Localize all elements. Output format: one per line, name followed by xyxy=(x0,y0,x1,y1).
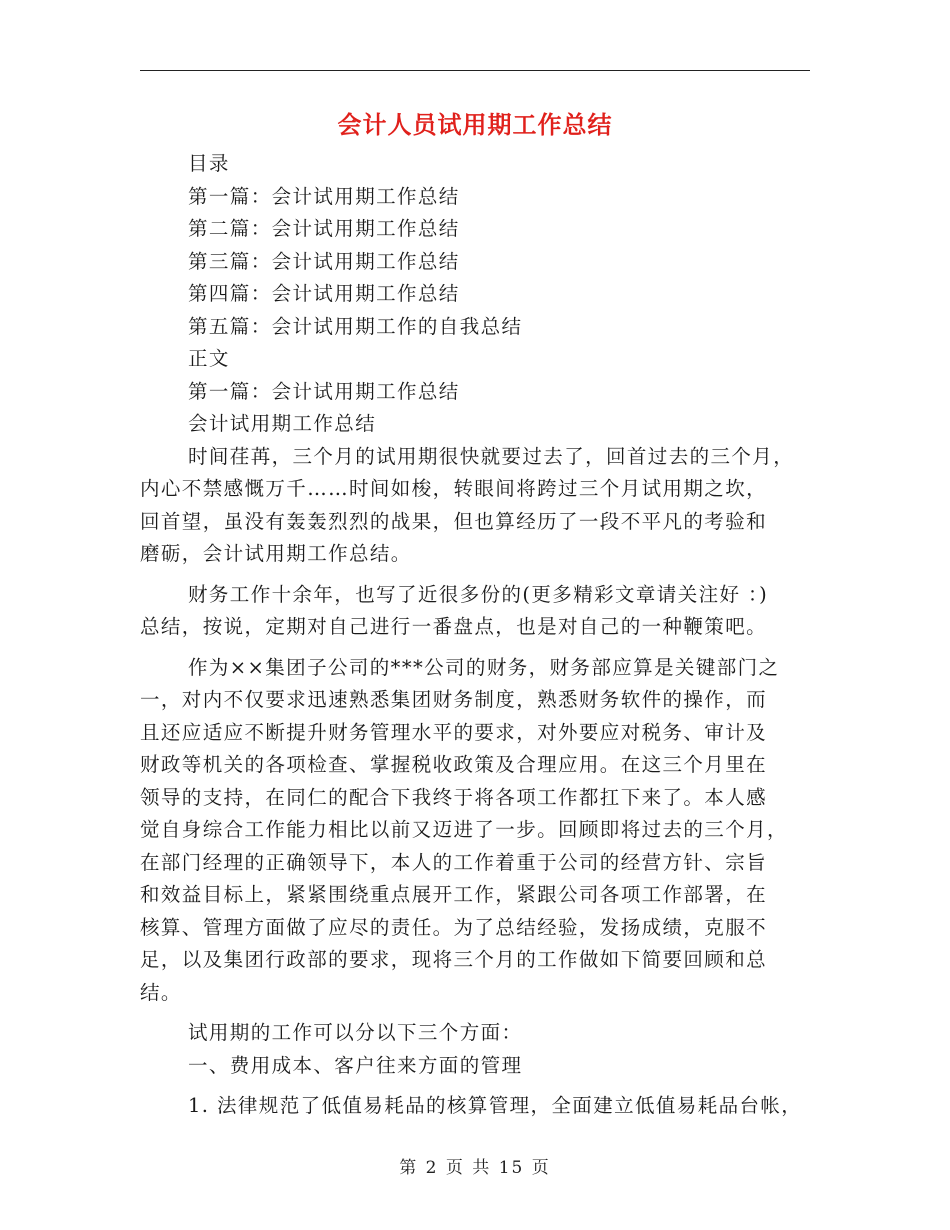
paragraph-line: 觉自身综合工作能力相比以前又迈进了一步。回顾即将过去的三个月， xyxy=(140,818,788,841)
section-heading: 一、费用成本、客户往来方面的管理 xyxy=(188,1053,523,1077)
toc-item: 第二篇：会计试用期工作总结 xyxy=(188,217,460,240)
toc-item: 第五篇：会计试用期工作的自我总结 xyxy=(188,314,523,338)
paragraph-line: 作为××集团子公司的***公司的财务，财务部应算是关键部门之 xyxy=(188,655,780,679)
paragraph-line: 结。 xyxy=(140,980,182,1004)
paragraph-line: 和效益目标上，紧紧围绕重点展开工作，紧跟公司各项工作部署，在 xyxy=(140,883,768,906)
document-title: 会计人员试用期工作总结 xyxy=(337,110,613,139)
page-footer: 第 2 页 共 15 页 xyxy=(399,1158,551,1178)
paragraph-line: 试用期的工作可以分以下三个方面： xyxy=(188,1021,523,1044)
body-heading: 正文 xyxy=(188,347,230,370)
paragraph-line: 回首望，虽没有轰轰烈烈的战果，但也算经历了一段不平凡的考验和 xyxy=(140,509,768,533)
paragraph-line: 足，以及集团行政部的要求，现将三个月的工作做如下简要回顾和总 xyxy=(140,948,768,971)
paragraph-line: 领导的支持，在同仁的配合下我终于将各项工作都扛下来了。本人感 xyxy=(140,785,768,809)
paragraph-line: 且还应适应不断提升财务管理水平的要求，对外要应对税务、审计及 xyxy=(140,720,768,744)
paragraph-line: 磨砺，会计试用期工作总结。 xyxy=(140,542,412,565)
chapter-heading: 第一篇：会计试用期工作总结 xyxy=(188,379,460,403)
paragraph-line: 总结，按说，定期对自己进行一番盘点，也是对自己的一种鞭策吧。 xyxy=(140,615,768,638)
paragraph-line: 财务工作十余年，也写了近很多份的(更多精彩文章请关注好 ：) xyxy=(188,582,769,606)
list-item: 1. 法律规范了低值易耗品的核算管理，全面建立低值易耗品台帐， xyxy=(188,1094,803,1117)
paragraph-line: 财政等机关的各项检查、掌握税收政策及合理应用。在这三个月里在 xyxy=(140,753,768,776)
paragraph-line: 一，对内不仅要求迅速熟悉集团财务制度，熟悉财务软件的操作，而 xyxy=(140,688,768,711)
paragraph-line: 在部门经理的正确领导下，本人的工作着重于公司的经营方针、宗旨 xyxy=(140,850,768,874)
toc-heading: 目录 xyxy=(188,152,230,175)
chapter-subtitle: 会计试用期工作总结 xyxy=(188,412,377,435)
toc-item: 第一篇：会计试用期工作总结 xyxy=(188,184,460,208)
paragraph-line: 核算、管理方面做了应尽的责任。为了总结经验，发扬成绩，克服不 xyxy=(140,915,768,939)
paragraph-line: 时间荏苒，三个月的试用期很快就要过去了，回首过去的三个月， xyxy=(188,444,795,468)
paragraph-line: 内心不禁感慨万千……时间如梭，转眼间将跨过三个月试用期之坎， xyxy=(140,477,768,500)
toc-item: 第三篇：会计试用期工作总结 xyxy=(188,249,460,273)
document-body xyxy=(140,148,812,1123)
header-rule xyxy=(140,70,810,71)
toc-item: 第四篇：会计试用期工作总结 xyxy=(188,282,460,305)
